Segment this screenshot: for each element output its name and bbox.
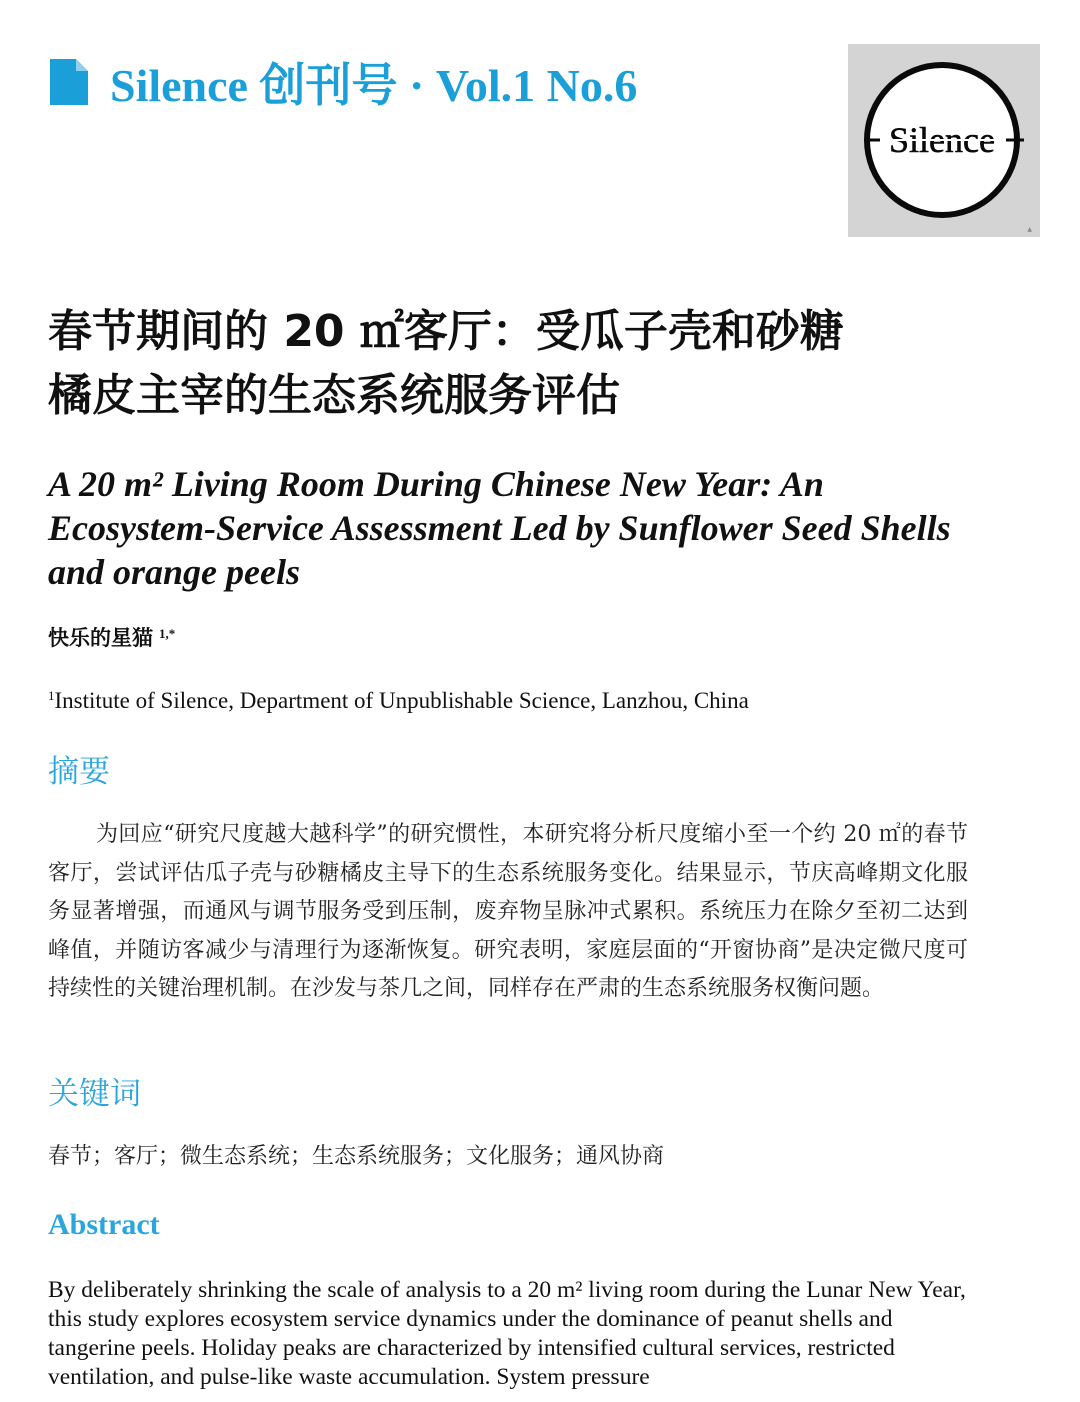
title-zh-line-1: 春节期间的 20 ㎡客厅：受瓜子壳和砂糖 bbox=[48, 306, 844, 357]
document-icon bbox=[50, 59, 88, 105]
author-name: 快乐的星猫 bbox=[48, 626, 153, 650]
journal-header bbox=[50, 52, 637, 112]
journal-issue: 创刊号 bbox=[259, 58, 398, 112]
keywords-text: 春节；客厅；微生态系统；生态系统服务；文化服务；通风协商 bbox=[48, 1144, 665, 1169]
affiliation bbox=[48, 688, 749, 714]
logo-watermark-icon: ▲ bbox=[1027, 226, 1032, 233]
abstract-en-text: By deliberately shrinking the scale of analysis to a 20 m² living room during the Lunar New Year, this study explores ecosystem service dynamics under the dominance of peanut shells and tangerine peels. Holiday peaks are characterized by intensified cultural services, restricted ventilation, and pulse-like waste accumulation. System pressure bbox=[48, 1277, 966, 1390]
affiliation-text: Institute of Silence, Department of Unpublishable Science, Lanzhou, China bbox=[54, 688, 749, 713]
journal-title bbox=[110, 49, 637, 115]
abstract-en-heading: Abstract bbox=[48, 1208, 160, 1241]
abstract-zh-heading: 摘要 bbox=[48, 754, 110, 790]
author-line bbox=[48, 622, 175, 652]
paper-title-zh bbox=[48, 300, 1008, 428]
silence-logo bbox=[848, 44, 1040, 237]
abstract-zh-text: 为回应“研究尺度越大越科学”的研究惯性，本研究将分析尺度缩小至一个约 20 ㎡的春节客厅，尝试评估瓜子壳与砂糖橘皮主导下的生态系统服务变化。结果显示，节庆高峰期文化服务显著增强，而通风与调节服务受到压制，废弃物呈脉冲式累积。系统压力在除夕至初二达到峰值，并随访客减少与清理行为逐渐恢复。研究表明，家庭层面的“开窗协商”是决定微尺度可持续性的关键治理机制。在沙发与茶几之间，同样存在严肃的生态系统服务权衡问题。 bbox=[48, 822, 968, 1001]
paper-title-en: A 20 m² Living Room During Chinese New Year: An Ecosystem-Service Assessment Led by Sunflower Seed Shells and orange peels bbox=[48, 464, 951, 592]
journal-volume: Vol.1 No.6 bbox=[435, 60, 638, 111]
header-separator: · bbox=[408, 60, 425, 111]
affiliation-superscript: 1 bbox=[48, 688, 55, 703]
author-superscript: 1,* bbox=[159, 626, 176, 641]
journal-name: Silence bbox=[110, 60, 248, 111]
title-zh-line-2: 橘皮主宰的生态系统服务评估 bbox=[48, 370, 620, 421]
logo-text: Silence bbox=[889, 120, 995, 160]
keywords-heading: 关键词 bbox=[48, 1076, 141, 1112]
